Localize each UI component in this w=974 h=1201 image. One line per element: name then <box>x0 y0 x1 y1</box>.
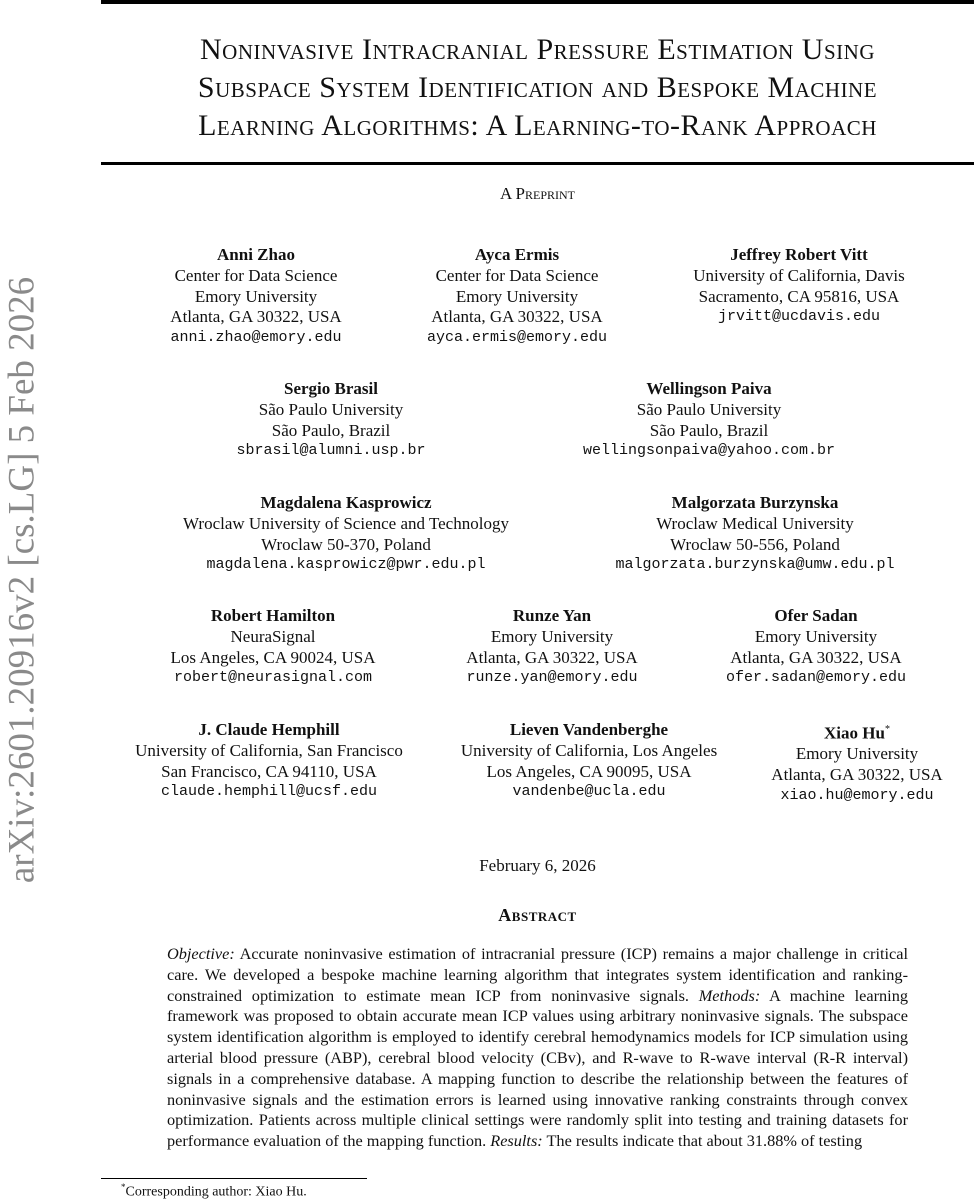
abstract-heading: Abstract <box>498 905 577 925</box>
author-affiliation: University of California, Davis <box>693 265 905 285</box>
author-email: ayca.ermis@emory.edu <box>426 329 608 347</box>
author-name: Lieven Vandenberghe <box>509 720 669 739</box>
author-affiliation: Wroclaw Medical University <box>656 513 854 533</box>
author-email: xiao.hu@emory.edu <box>780 787 934 805</box>
author-name-text: Xiao Hu <box>824 723 885 743</box>
author-address: Wroclaw 50-370, Poland <box>261 534 431 554</box>
title-rule <box>101 162 974 165</box>
author-email: jrvitt@ucdavis.edu <box>717 308 881 326</box>
author-block <box>171 606 376 689</box>
author-name <box>771 720 942 744</box>
author-address: São Paulo, Brazil <box>649 420 769 440</box>
author-block <box>466 606 637 689</box>
author-name: Wellingson Paiva <box>646 379 772 398</box>
author-email: runze.yan@emory.edu <box>466 669 638 687</box>
author-affiliation: Emory University <box>795 744 919 764</box>
results-text: The results indicate that about 31.88% of testing <box>542 1131 863 1151</box>
footnote-mark: * <box>121 1182 126 1192</box>
author-name: Malgorzata Burzynska <box>671 493 839 512</box>
author-affiliation: Emory University <box>194 286 318 306</box>
author-email: vandenbe@ucla.edu <box>512 783 666 801</box>
author-affiliation: São Paulo University <box>258 399 404 419</box>
author-name: Runze Yan <box>512 606 592 625</box>
footnote-text: Corresponding author: Xiao Hu. <box>125 1184 307 1200</box>
author-block <box>461 720 717 803</box>
methods-text: A machine learning framework was proposed to obtain accurate mean ICP values using arbitrary noninvasive signals. The subspace system identification algorithm is employed to identify cerebral hemodynamics models for ICP simulation using arterial blood pressure (ABP), cerebral blood velocity (CBv), and R-wave to R-wave interval (R-R interval) signals in a comprehensive database. A mapping function to describe the relationship between the features of noninvasive signals and the estimation errors is learned using innovative ranking constraints through convex optimization. Patients across multiple clinical settings were randomly split into testing and training datasets for performance evaluation of the mapping function. <box>167 985 908 1151</box>
author-name: J. Claude Hemphill <box>198 720 340 739</box>
author-affiliation: Center for Data Science <box>174 265 338 285</box>
author-block <box>771 720 942 807</box>
title-line: Subspace System Identification and Bespoke Machine <box>197 71 878 104</box>
publication-date: February 6, 2026 <box>479 856 596 875</box>
author-email: magdalena.kasprowicz@pwr.edu.pl <box>206 556 486 574</box>
author-email: ofer.sadan@emory.edu <box>725 669 907 687</box>
abstract-body <box>167 944 908 1152</box>
author-address: Wroclaw 50-556, Poland <box>670 534 840 554</box>
author-affiliation: NeuraSignal <box>230 626 316 646</box>
author-name: Jeffrey Robert Vitt <box>730 245 868 264</box>
author-name: Anni Zhao <box>217 245 295 264</box>
author-name: Robert Hamilton <box>210 606 336 625</box>
preprint-label: A Preprint <box>499 184 576 203</box>
author-email: malgorzata.burzynska@umw.edu.pl <box>615 556 895 574</box>
author-email: sbrasil@alumni.usp.br <box>236 442 426 460</box>
author-affiliation: Emory University <box>754 626 878 646</box>
results-label: Results: <box>490 1131 543 1151</box>
author-affiliation: Wroclaw University of Science and Technology <box>183 513 509 533</box>
author-block <box>583 379 835 462</box>
author-affiliation: Emory University <box>455 286 579 306</box>
author-block <box>427 245 607 349</box>
author-address: Sacramento, CA 95816, USA <box>698 286 900 306</box>
author-block <box>726 606 906 689</box>
author-block <box>183 493 509 576</box>
author-address: Los Angeles, CA 90024, USA <box>170 647 376 667</box>
corresponding-author-mark: * <box>884 724 890 735</box>
author-address: Atlanta, GA 30322, USA <box>431 307 603 327</box>
author-name: Magdalena Kasprowicz <box>260 493 432 512</box>
author-name: Ayca Ermis <box>474 245 560 264</box>
author-name: Sergio Brasil <box>284 379 378 398</box>
author-email: claude.hemphill@ucsf.edu <box>160 783 378 801</box>
title-line: Learning Algorithms: A Learning-to-Rank Approach <box>198 109 877 142</box>
author-name: Ofer Sadan <box>774 606 858 625</box>
author-affiliation: University of California, San Francisco <box>135 740 403 760</box>
author-block <box>170 245 341 349</box>
author-affiliation: University of California, Los Angeles <box>460 740 718 760</box>
author-address: São Paulo, Brazil <box>271 420 391 440</box>
author-block <box>615 493 894 576</box>
author-address: Atlanta, GA 30322, USA <box>170 307 342 327</box>
methods-label: Methods: <box>698 985 761 1005</box>
author-email: robert@neurasignal.com <box>173 669 373 687</box>
author-address: San Francisco, CA 94110, USA <box>161 761 377 781</box>
author-block <box>135 720 403 803</box>
author-affiliation: Emory University <box>490 626 614 646</box>
author-email: wellingsonpaiva@yahoo.com.br <box>582 442 836 460</box>
footnote-rule <box>101 1178 367 1179</box>
author-email: anni.zhao@emory.edu <box>170 329 342 347</box>
arxiv-identifier: arXiv:2601.20916v2 [cs.LG] 5 Feb 2026 <box>1 276 43 884</box>
author-address: Atlanta, GA 30322, USA <box>466 647 638 667</box>
objective-text: Accurate noninvasive estimation of intracranial pressure (ICP) remains a major challenge in critical care. We developed a bespoke machine learning algorithm that integrates system identification and ranking-constrained optimization to estimate mean ICP from noninvasive signals. <box>167 944 908 1005</box>
author-affiliation: São Paulo University <box>636 399 782 419</box>
author-address: Atlanta, GA 30322, USA <box>771 765 943 785</box>
title-line: Noninvasive Intracranial Pressure Estimation Using <box>200 33 875 66</box>
paper-title <box>101 31 974 145</box>
objective-label: Objective: <box>167 944 235 963</box>
author-block <box>236 379 425 462</box>
top-rule <box>101 0 974 4</box>
author-block <box>693 245 905 328</box>
author-affiliation: Center for Data Science <box>435 265 599 285</box>
author-address: Atlanta, GA 30322, USA <box>730 647 902 667</box>
author-address: Los Angeles, CA 90095, USA <box>486 761 692 781</box>
footnote <box>121 1182 307 1201</box>
